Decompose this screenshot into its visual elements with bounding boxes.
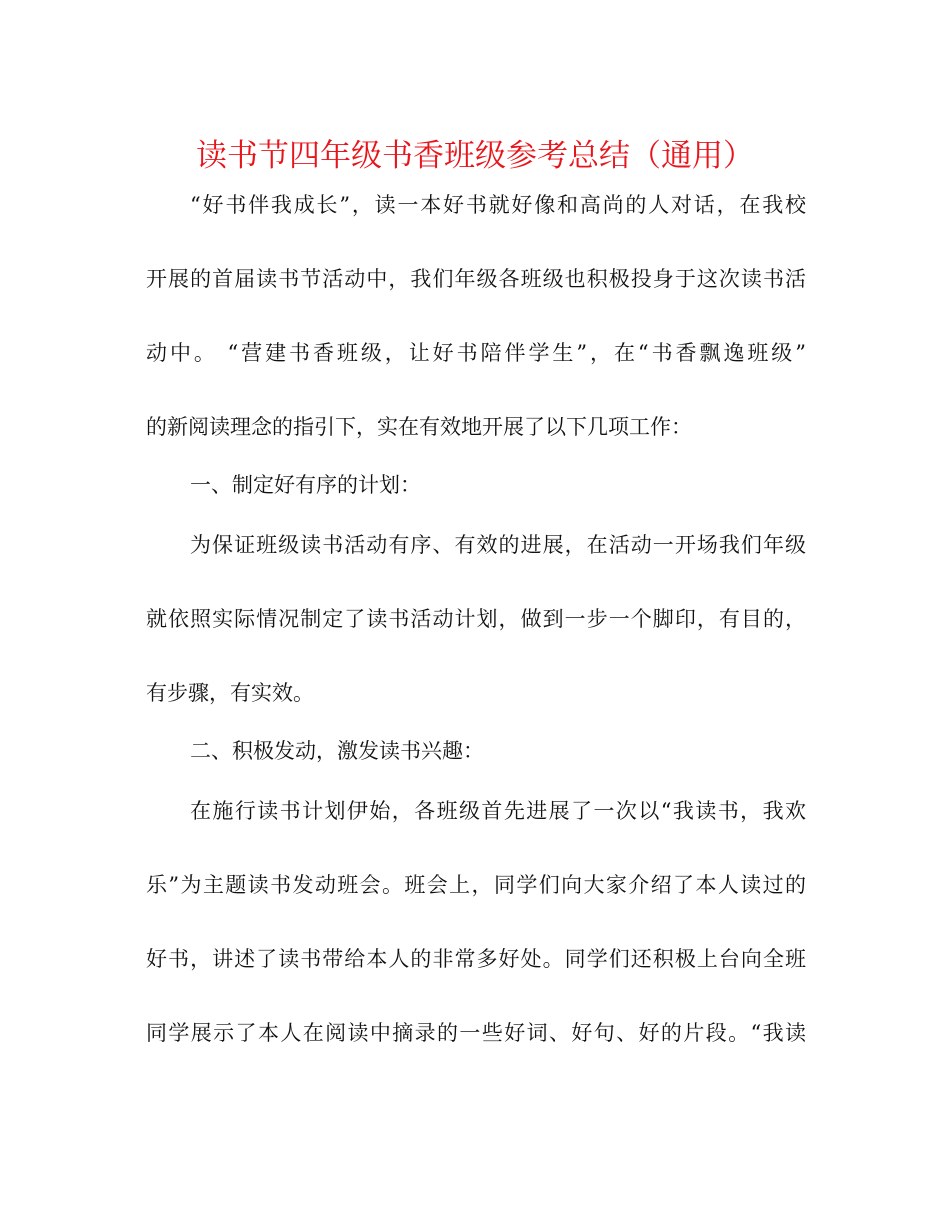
paragraph-line: “好书伴我成长”，读一本好书就好像和高尚的人对话，在我校	[190, 193, 806, 217]
paragraph-line: 好书，讲述了读书带给本人的非常多好处。同学们还积极上台向全班	[146, 947, 806, 971]
paragraph-line: 就依照实际情况制定了读书活动计划，做到一步一个脚印，有目的，	[146, 607, 806, 631]
paragraph-line: 有步骤，有实效。	[146, 681, 314, 705]
paragraph-line: 的新阅读理念的指引下，实在有效地开展了以下几项工作：	[146, 415, 692, 439]
paragraph-line: 乐”为主题读书发动班会。班会上，同学们向大家介绍了本人读过的	[146, 873, 806, 897]
paragraph-line: 在施行读书计划伊始，各班级首先进展了一次以“我读书，我欢	[190, 799, 806, 823]
paragraph-line: 同学展示了本人在阅读中摘录的一些好词、好句、好的片段。“我读	[146, 1021, 806, 1045]
document-title: 读书节四年级书香班级参考总结（通用）	[196, 138, 754, 174]
paragraph-line: 动中。 “营建书香班级，让好书陪伴学生”，在“书香飘逸班级”	[146, 341, 806, 365]
section-heading: 一、制定好有序的计划：	[190, 473, 421, 497]
paragraph-line: 开展的首届读书节活动中，我们年级各班级也积极投身于这次读书活	[146, 267, 806, 291]
section-heading: 二、积极发动，激发读书兴趣：	[190, 739, 484, 763]
paragraph-line: 为保证班级读书活动有序、有效的进展，在活动一开场我们年级	[190, 533, 806, 557]
